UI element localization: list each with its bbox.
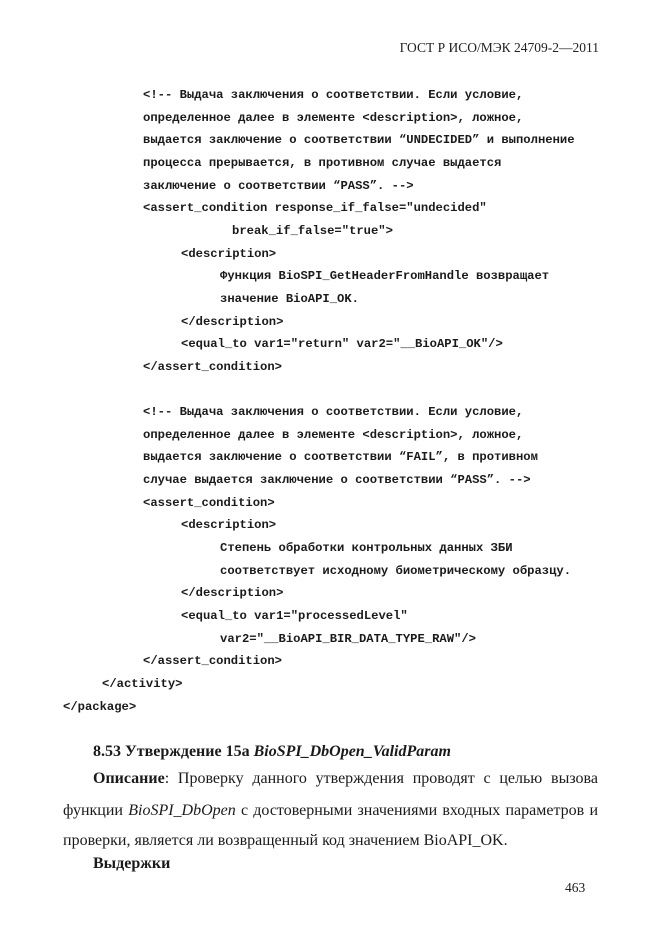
code-line: определенное далее в элементе <description>, ложное, <box>143 111 524 125</box>
function-name: BioSPI_DbOpen <box>128 802 236 819</box>
subheading: Выдержки <box>93 855 171 872</box>
code-line: </package> <box>63 700 137 714</box>
code-line: выдается заключение о соответствии “UNDECIDED” и выполнение <box>143 133 575 147</box>
code-line: Функция BioSPI_GetHeaderFromHandle возвращает <box>220 269 550 283</box>
description-line-1 <box>93 767 598 791</box>
description-text: : Проверку данного утверждения проводят с целью вызова <box>164 770 598 787</box>
description-label: Описание <box>93 770 165 787</box>
code-line: значение BioAPI_OK. <box>220 292 359 306</box>
code-line: var2="__BioAPI_BIR_DATA_TYPE_RAW"/> <box>220 632 476 646</box>
code-line: </assert_condition> <box>143 654 282 668</box>
code-line: </assert_condition> <box>143 360 282 374</box>
section-heading <box>93 743 451 761</box>
code-line: соответствует исходному биометрическому образцу. <box>220 564 572 578</box>
page-header: ГОСТ Р ИСО/МЭК 24709-2—2011 <box>399 40 599 55</box>
code-line: <equal_to var1="return" var2="__BioAPI_OK"/> <box>181 337 503 351</box>
code-line: </description> <box>181 586 284 600</box>
code-line: заключение о соответствии “PASS”. --> <box>143 179 414 193</box>
code-line: <!-- Выдача заключения о соответствии. Если условие, <box>143 405 524 419</box>
description-line-3: проверки, является ли возвращенный код значением BioAPI_OK. <box>63 832 508 849</box>
code-line: <assert_condition response_if_false="undecided" <box>143 201 487 215</box>
code-line: break_if_false="true"> <box>232 224 393 238</box>
code-line: <assert_condition> <box>143 496 275 510</box>
code-line: случае выдается заключение о соответствии “PASS”. --> <box>143 473 531 487</box>
section-number-title: 8.53 Утверждение 15а <box>93 743 254 760</box>
code-line: </activity> <box>102 677 183 691</box>
code-line: выдается заключение о соответствии “FAIL”, в противном <box>143 450 538 464</box>
description-text: функции <box>63 802 129 819</box>
description-line-2 <box>63 799 598 823</box>
section-title-function: BioSPI_DbOpen_ValidParam <box>253 743 451 760</box>
page-number: 463 <box>565 880 586 895</box>
code-line: Степень обработки контрольных данных ЗБИ <box>220 541 513 555</box>
code-line: определенное далее в элементе <description>, ложное, <box>143 428 524 442</box>
code-line: процесса прерывается, в противном случае выдается <box>143 156 502 170</box>
code-line: </description> <box>181 315 284 329</box>
code-line: <description> <box>181 518 277 532</box>
code-line: <equal_to var1="processedLevel" <box>181 609 408 623</box>
description-text: с достоверными значениями входных параметров и <box>235 802 599 819</box>
code-line: <!-- Выдача заключения о соответствии. Если условие, <box>143 88 524 102</box>
code-line: <description> <box>181 247 277 261</box>
